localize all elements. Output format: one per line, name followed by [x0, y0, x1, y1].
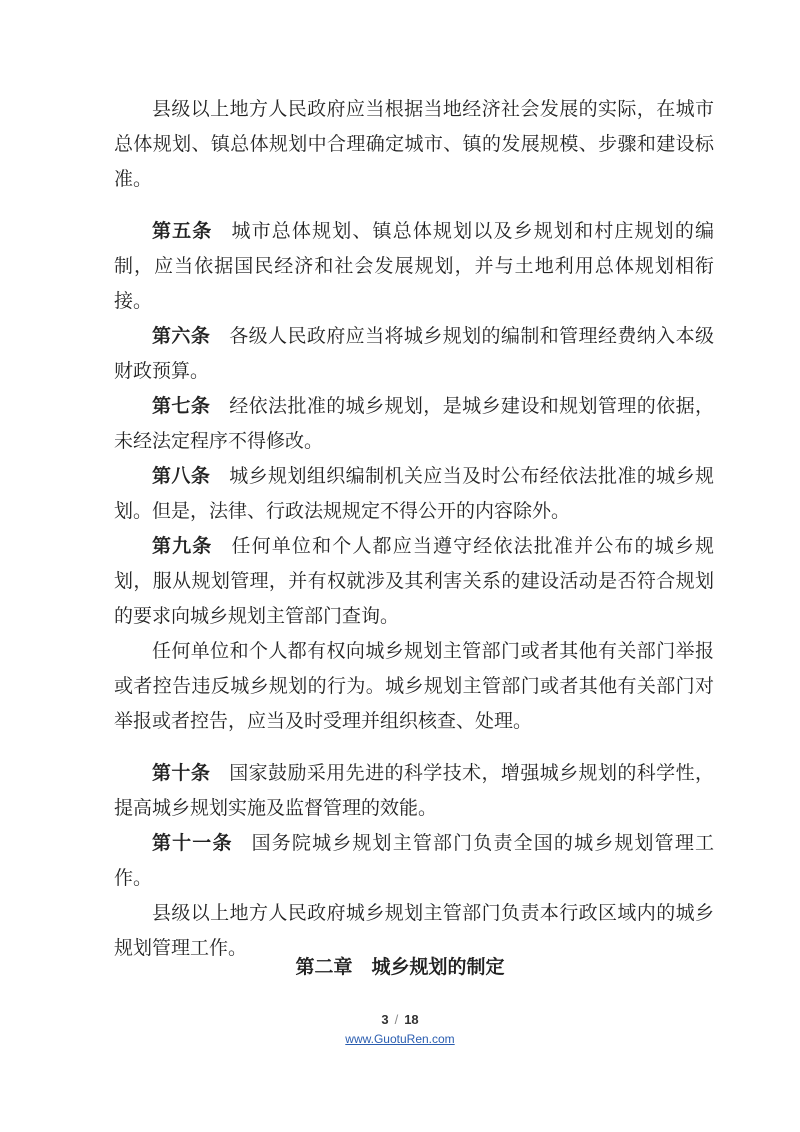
article-heading: 第十一条	[152, 832, 233, 854]
article-text: 国务院城乡规划主管部门负责全国的城乡规划管理工作。	[114, 832, 714, 889]
article-heading: 第九条	[152, 535, 213, 557]
article-text: 国家鼓励采用先进的科学技术，增强城乡规划的科学性，提高城乡规划实施及监督管理的效能。	[114, 762, 714, 819]
article-text: 城市总体规划、镇总体规划以及乡规划和村庄规划的编制，应当依据国民经济和社会发展规划，并与土地利用总体规划相衔接。	[114, 220, 714, 312]
article-11	[114, 826, 714, 896]
paragraph-text: 县级以上地方人民政府城乡规划主管部门负责本行政区域内的城乡规划管理工作。	[114, 902, 714, 959]
page-current: 3	[381, 1012, 389, 1027]
article-6	[114, 319, 714, 389]
article-heading: 第五条	[152, 220, 213, 242]
page-total: 18	[404, 1012, 419, 1027]
site-link[interactable]: www.GuotuRen.com	[345, 1032, 455, 1046]
document-body	[114, 92, 714, 966]
article-5	[114, 214, 714, 319]
article-9	[114, 529, 714, 634]
article-text: 经依法批准的城乡规划，是城乡建设和规划管理的依据，未经法定程序不得修改。	[114, 395, 714, 452]
page-number	[0, 1012, 800, 1027]
article-heading: 第六条	[152, 325, 211, 347]
paragraph	[114, 92, 714, 197]
chapter-title: 城乡规划的制定	[371, 956, 505, 978]
article-text: 任何单位和个人都应当遵守经依法批准并公布的城乡规划，服从规划管理，并有权就涉及其利害关系的建设活动是否符合规划的要求向城乡规划主管部门查询。	[114, 535, 714, 627]
article-10	[114, 756, 714, 826]
article-heading: 第十条	[152, 762, 211, 784]
article-heading: 第八条	[152, 465, 211, 487]
chapter-number: 第二章	[295, 956, 353, 978]
chapter-heading	[0, 952, 800, 979]
paragraph-text: 县级以上地方人民政府应当根据当地经济社会发展的实际，在城市总体规划、镇总体规划中合理确定城市、镇的发展规模、步骤和建设标准。	[114, 98, 714, 190]
article-8	[114, 459, 714, 529]
article-text: 城乡规划组织编制机关应当及时公布经依法批准的城乡规划。但是，法律、行政法规规定不得公开的内容除外。	[114, 465, 714, 522]
paragraph	[114, 634, 714, 739]
article-text: 各级人民政府应当将城乡规划的编制和管理经费纳入本级财政预算。	[114, 325, 714, 382]
site-footer	[0, 1032, 800, 1046]
article-heading: 第七条	[152, 395, 211, 417]
article-7	[114, 389, 714, 459]
page-separator: /	[394, 1012, 399, 1027]
paragraph-text: 任何单位和个人都有权向城乡规划主管部门或者其他有关部门举报或者控告违反城乡规划的行为。城乡规划主管部门或者其他有关部门对举报或者控告，应当及时受理并组织核查、处理。	[114, 640, 714, 732]
